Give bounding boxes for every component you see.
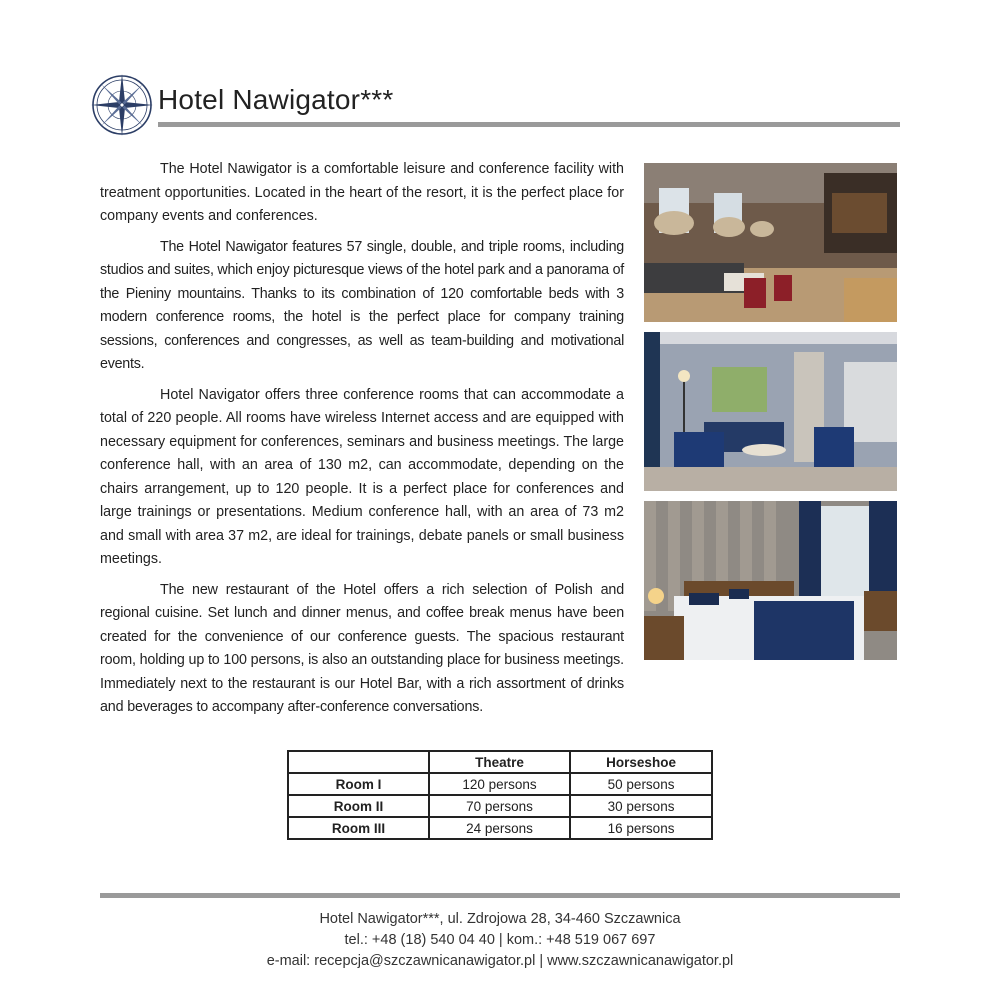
footer-contact: e-mail: recepcja@szczawnicanawigator.pl | www.szczawnicanawigator.pl	[266, 953, 734, 969]
paragraph-restaurant: The new restaurant of the Hotel offers a rich selection of Polish and regional cuisine. Set lunch and dinner menus, and coffee break menus have been created for the convenience of our conference guests. The spacious restaurant room, holding up to 100 persons, is also an outstanding place for business meetings. Immediately next to the restaurant is our Hotel Bar, with a rich assortment of drinks and beverages to accompany after-conference conversations.	[100, 581, 624, 715]
lounge-photo	[644, 332, 897, 491]
restaurant-photo	[644, 163, 897, 322]
room-name: Room III	[288, 817, 429, 839]
compass-rose-icon	[90, 73, 154, 137]
table-row	[288, 773, 712, 795]
table-header-empty	[288, 751, 429, 773]
footer	[0, 909, 1000, 972]
body-text	[100, 158, 624, 727]
table-header-theatre: Theatre	[429, 751, 570, 773]
footer-phone: tel.: +48 (18) 540 04 40 | kom.: +48 519 067 697	[344, 932, 656, 948]
table-row	[288, 817, 712, 839]
page-title: Hotel Nawigator***	[158, 84, 394, 115]
horseshoe-capacity: 16 persons	[570, 817, 712, 839]
horseshoe-capacity: 50 persons	[570, 773, 712, 795]
table-header-horseshoe: Horseshoe	[570, 751, 712, 773]
table-header-row	[288, 751, 712, 773]
conference-rooms-table	[287, 750, 713, 840]
room-name: Room II	[288, 795, 429, 817]
footer-address: Hotel Nawigator***, ul. Zdrojowa 28, 34-460 Szczawnica	[319, 911, 681, 927]
bedroom-photo	[644, 501, 897, 660]
horseshoe-capacity: 30 persons	[570, 795, 712, 817]
theatre-capacity: 70 persons	[429, 795, 570, 817]
theatre-capacity: 24 persons	[429, 817, 570, 839]
room-name: Room I	[288, 773, 429, 795]
paragraph-conference: Hotel Navigator offers three conference rooms that can accommodate a total of 220 people. All rooms have wireless Internet access and are equipped with necessary equipment for conferences, seminars and business meetings. The large conference hall, with an area of 130 m2, can accommodate, depending on the chairs arrangement, up to 120 people. It is a perfect place for conferences and large trainings or presentations. Medium conference hall, with an area of 73 m2 and small with area 37 m2, are ideal for trainings, debate panels or small business meetings.	[100, 386, 624, 567]
table-row	[288, 795, 712, 817]
paragraph-rooms: The Hotel Nawigator features 57 single, double, and triple rooms, including studios and suites, which enjoy picturesque views of the hotel park and a panorama of the Pieniny mountains. Thanks to its combination of 120 comfortable beds with 3 modern conference rooms, the hotel is the perfect place for company training sessions, conferences and congresses, as well as team-building and motivational events.	[100, 238, 624, 372]
paragraph-intro: The Hotel Nawigator is a comfortable leisure and conference facility with treatment opportunities. Located in the heart of the resort, it is the perfect place for company events and conferences.	[100, 161, 624, 224]
theatre-capacity: 120 persons	[429, 773, 570, 795]
header-rule	[158, 122, 900, 127]
footer-rule	[100, 893, 900, 898]
